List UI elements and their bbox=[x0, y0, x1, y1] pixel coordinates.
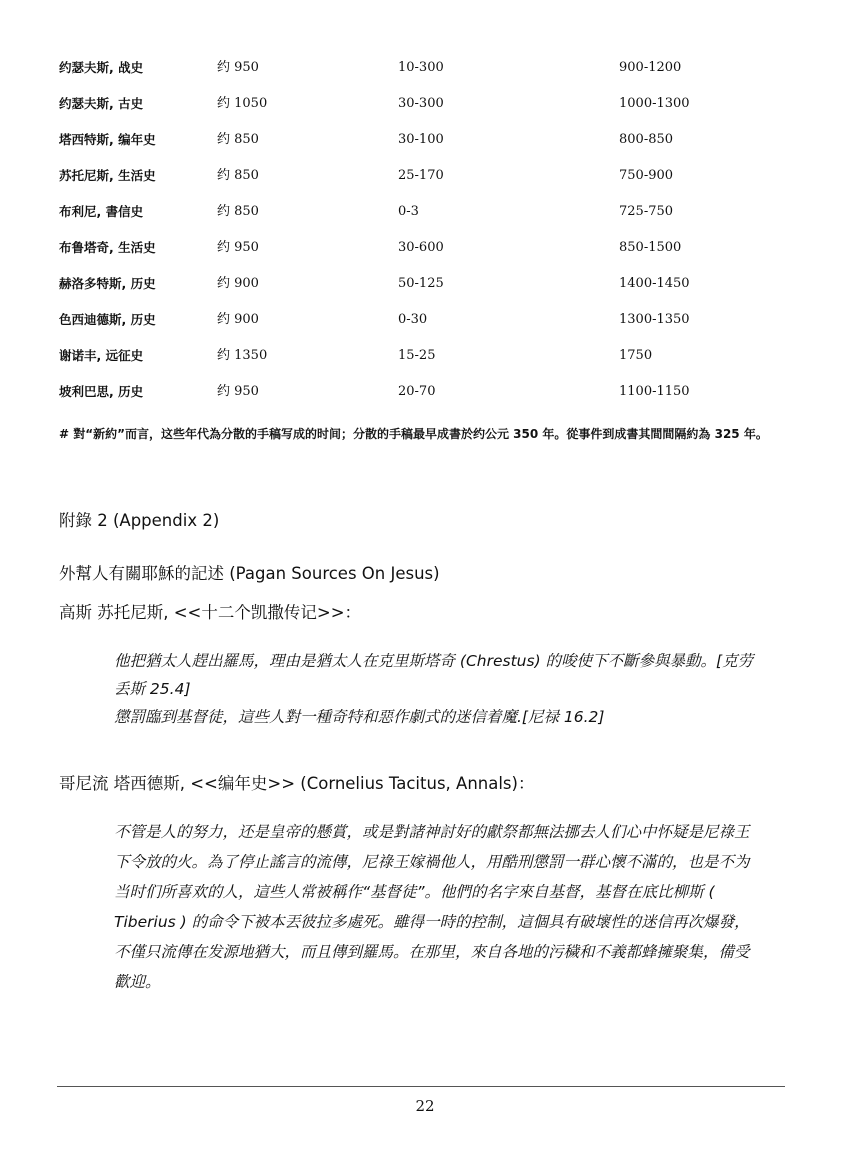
table-row bbox=[59, 308, 799, 344]
work-cell: 布鲁塔奇, 生活史 bbox=[59, 240, 156, 255]
date-cell: 约 850 bbox=[217, 168, 259, 183]
tacitus-heading: 哥尼流 塔西德斯, <<编年史>> (Cornelius Tacitus, Annals)： bbox=[59, 774, 535, 793]
date-cell: 约 950 bbox=[217, 60, 259, 75]
section-subtitle: 外幫人有關耶穌的記述 (Pagan Sources On Jesus) bbox=[59, 564, 440, 583]
date-cell: 约 900 bbox=[217, 312, 259, 327]
suetonius-heading: 高斯 苏托尼斯, <<十二个凯撒传记>>： bbox=[59, 603, 362, 622]
copies-cell: 725-750 bbox=[619, 204, 674, 219]
gap-cell: 25-170 bbox=[398, 168, 444, 183]
work-cell: 谢诺丰, 远征史 bbox=[59, 348, 144, 363]
table-row bbox=[59, 380, 799, 416]
table-row bbox=[59, 128, 799, 164]
gap-cell: 30-600 bbox=[398, 240, 444, 255]
work-cell: 色西迪德斯, 历史 bbox=[59, 312, 156, 327]
date-cell: 约 1350 bbox=[217, 348, 268, 363]
gap-cell: 20-70 bbox=[398, 384, 436, 399]
table-row bbox=[59, 164, 799, 200]
date-cell: 约 850 bbox=[217, 132, 259, 147]
copies-cell: 1750 bbox=[619, 348, 653, 363]
copies-cell: 1400-1450 bbox=[619, 276, 690, 291]
gap-cell: 50-125 bbox=[398, 276, 444, 291]
work-cell: 约瑟夫斯, 古史 bbox=[59, 96, 144, 111]
quote-paragraph: 他把猶太人趕出羅馬，理由是猶太人在克里斯塔奇 (Chrestus) 的唆使下不斷參與暴動。[克劳丢斯 25.4] bbox=[114, 652, 754, 698]
work-cell: 约瑟夫斯, 战史 bbox=[59, 60, 144, 75]
date-cell: 约 900 bbox=[217, 276, 259, 291]
date-cell: 约 950 bbox=[217, 240, 259, 255]
page-number: 22 bbox=[415, 1097, 435, 1115]
copies-cell: 800-850 bbox=[619, 132, 674, 147]
gap-cell: 15-25 bbox=[398, 348, 436, 363]
appendix-title: 附錄 2 (Appendix 2) bbox=[59, 511, 220, 530]
copies-cell: 1000-1300 bbox=[619, 96, 690, 111]
gap-cell: 10-300 bbox=[398, 60, 444, 75]
gap-cell: 30-300 bbox=[398, 96, 444, 111]
table-row bbox=[59, 56, 799, 92]
date-cell: 约 950 bbox=[217, 384, 259, 399]
date-cell: 约 1050 bbox=[217, 96, 268, 111]
work-cell: 塔西特斯, 编年史 bbox=[59, 132, 156, 147]
work-cell: 布利尼, 書信史 bbox=[59, 204, 144, 219]
table-row bbox=[59, 200, 799, 236]
table-row bbox=[59, 236, 799, 272]
copies-cell: 900-1200 bbox=[619, 60, 682, 75]
copies-cell: 1300-1350 bbox=[619, 312, 690, 327]
table-footnote: # 對“新約”而言，这些年代為分散的手稿写成的时间；分散的手稿最早成書於约公元 350 年。從事件到成書其間間隔約為 325 年。 bbox=[59, 427, 768, 441]
gap-cell: 0-30 bbox=[398, 312, 428, 327]
manuscript-table bbox=[59, 56, 799, 416]
quote-paragraph: 懲罰臨到基督徒，這些人對一種奇特和惡作劇式的迷信着魔.[尼禄 16.2] bbox=[114, 708, 605, 726]
footer-divider bbox=[57, 1086, 785, 1087]
gap-cell: 30-100 bbox=[398, 132, 444, 147]
table-row bbox=[59, 272, 799, 308]
copies-cell: 1100-1150 bbox=[619, 384, 690, 399]
table-row bbox=[59, 92, 799, 128]
work-cell: 坡利巴思, 历史 bbox=[59, 384, 144, 399]
suetonius-quote bbox=[114, 647, 754, 731]
tacitus-quote bbox=[114, 817, 754, 997]
table-row bbox=[59, 344, 799, 380]
copies-cell: 750-900 bbox=[619, 168, 674, 183]
work-cell: 赫洛多特斯, 历史 bbox=[59, 276, 156, 291]
gap-cell: 0-3 bbox=[398, 204, 419, 219]
copies-cell: 850-1500 bbox=[619, 240, 682, 255]
work-cell: 苏托尼斯, 生活史 bbox=[59, 168, 156, 183]
quote-paragraph: 不管是人的努力，还是皇帝的懸賞，或是對諸神討好的獻祭都無法挪去人们心中怀疑是尼祿王下令放的火。為了停止謠言的流傳，尼祿王嫁禍他人，用酷刑懲罰一群心懷不滿的，也是不为当时们所喜欢的人，這些人常被稱作“基督徒”。他們的名字來自基督，基督在底比柳斯 ( Tiberius ) 的命令下被本丟彼拉多處死。雖得一時的控制，這個具有破壞性的迷信再次爆發，不僅只流傳在发源地猶大，而且傳到羅馬。在那里，來自各地的污穢和不義都蜂擁聚集，備受歡迎。 bbox=[114, 823, 750, 991]
date-cell: 约 850 bbox=[217, 204, 259, 219]
